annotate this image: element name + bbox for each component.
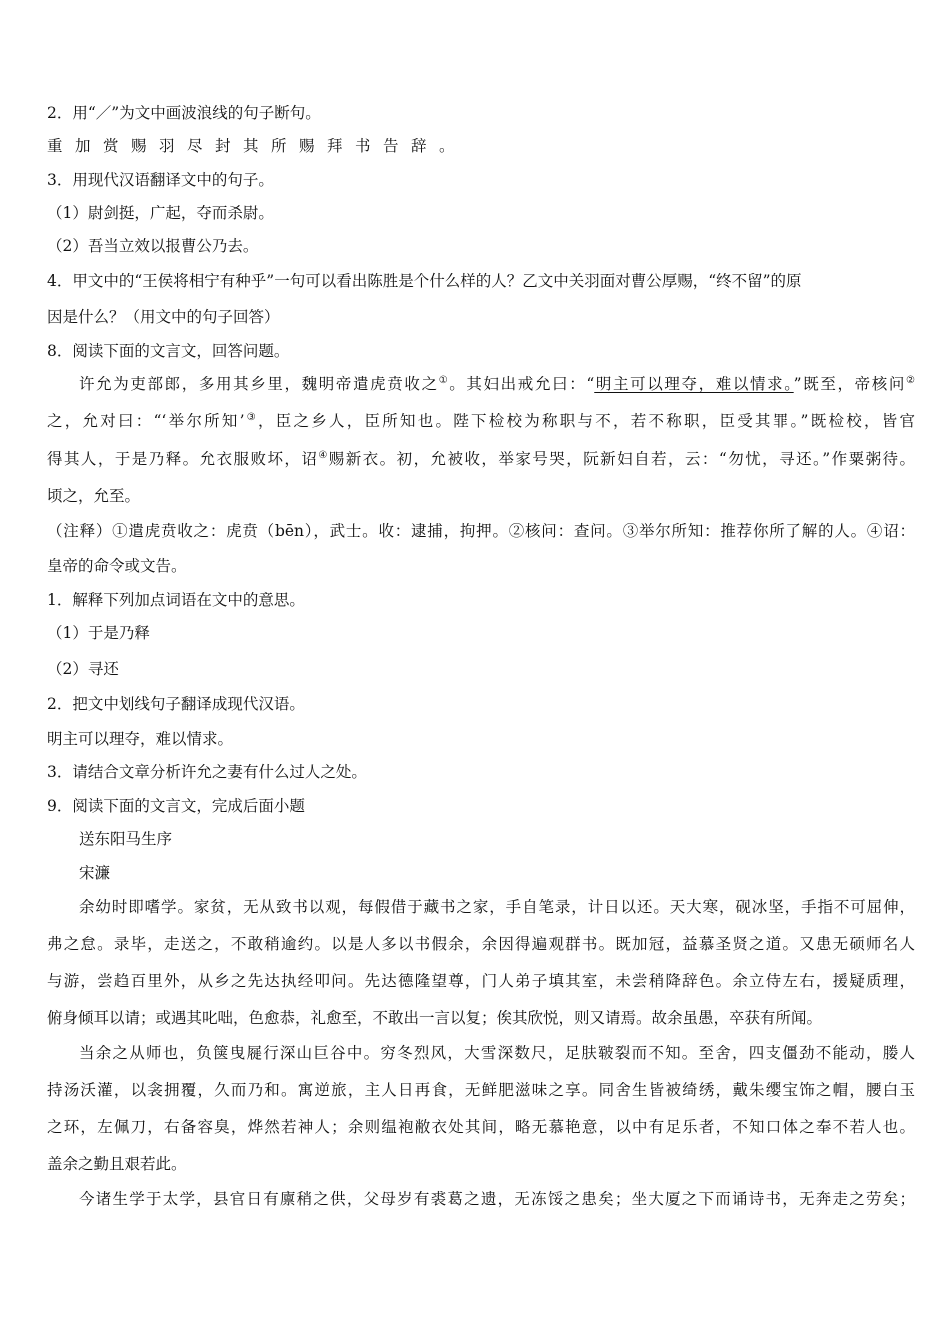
passage-8-line-1 [79,374,915,394]
question-8-2-prompt: 2．把文中划线句子翻译成现代汉语。 [47,695,305,713]
underlined-sentence: 明主可以理夺，难以情求。 [594,375,794,393]
footnote-marker: ② [906,375,915,386]
passage-title: 送东阳马生序 [79,830,173,848]
text-span: 得其人，于是乃释。允衣服败坏，诏 [47,450,319,468]
question-3-item-2: （2）吾当立效以报曹公乃去。 [47,237,259,255]
question-3-item-1: （1）尉剑挺，广起，夺而杀尉。 [47,204,274,222]
footnote-marker: ① [438,375,450,386]
passage-9-para-2-line-3: 之环，左佩刀，右备容臭，烨然若神人；余则缊袍敝衣处其间，略无慕艳意，以中有足乐者，不知口体之奉不若人也。 [47,1118,915,1136]
question-8-1-item-2: （2）寻还 [47,660,119,678]
text-span: ”既至，帝核问 [793,375,906,393]
passage-9-para-2-line-2: 持汤沃灌，以衾拥覆，久而乃和。寓逆旅，主人日再食，无鲜肥滋味之享。同舍生皆被绮绣，戴朱缨宝饰之帽，腰白玉 [47,1081,915,1099]
question-8-3-prompt: 3．请结合文章分析许允之妻有什么过人之处。 [47,763,367,781]
footnote-marker: ④ [318,450,329,461]
text-span: ，臣之乡人，臣所知也。陛下检校为称职与不，若不称职，臣受其罪。”既检校，皆官 [258,412,915,430]
footnote-marker: ③ [244,412,259,423]
question-8-1-item-1: （1）于是乃释 [47,624,150,642]
annotation-line-1: （注释）①遣虎贲收之：虎贲（bēn），武士。收：逮捕，拘押。②核问：查问。③举尔所知：推荐你所了解的人。④诏： [47,522,915,540]
question-8-1-prompt: 1．解释下列加点词语在文中的意思。 [47,591,305,609]
passage-author: 宋濂 [79,864,111,882]
question-2-prompt: 2．用“／”为文中画波浪线的句子断句。 [47,104,321,122]
section-9-heading: 9．阅读下面的文言文，完成后面小题 [47,797,305,815]
text-span: 许允为吏部郎，多用其乡里，魏明帝遣虎贲收之 [79,375,439,393]
passage-9-para-1-line-2: 弗之怠。录毕，走送之，不敢稍逾约。以是人多以书假余，余因得遍观群书。既加冠，益慕圣贤之道。又患无硕师名人 [47,935,915,953]
passage-8-line-3 [47,449,915,469]
passage-9-para-3-line-1: 今诸生学于太学，县官日有廪稍之供，父母岁有裘葛之遗，无冻馁之患矣；坐大厦之下而诵诗书，无奔走之劳矣； [79,1190,915,1208]
question-4-prompt-cont: 因是什么？（用文中的句子回答） [47,308,280,326]
text-span: 之，允对曰：“‘举尔所知’ [47,412,245,430]
text-span: 。其妇出戒允曰：“ [449,375,595,393]
question-3-prompt: 3．用现代汉语翻译文中的句子。 [47,171,274,189]
passage-9-para-2-line-4: 盖余之勤且艰若此。 [47,1155,187,1173]
question-4-prompt: 4．甲文中的“王侯将相宁有种乎”一句可以看出陈胜是个什么样的人？乙文中关羽面对曹公厚赐，“终不留”的原 [47,272,802,290]
passage-8-line-4: 顷之，允至。 [47,487,141,505]
section-8-heading: 8．阅读下面的文言文，回答问题。 [47,342,290,360]
passage-8-line-2 [47,411,915,431]
question-8-2-sentence: 明主可以理夺，难以情求。 [47,730,234,748]
annotation-line-2: 皇帝的命令或文告。 [47,557,187,575]
text-span: 赐新衣。初，允被收，举家号哭，阮新妇自若，云：“勿忧，寻还。”作粟粥待。 [328,450,915,468]
question-2-sentence: 重加赏赐羽尽封其所赐拜书告辞。 [47,137,468,155]
passage-9-para-1-line-3: 与游，尝趋百里外，从乡之先达执经叩问。先达德隆望尊，门人弟子填其室，未尝稍降辞色。余立侍左右，援疑质理， [47,972,915,990]
passage-9-para-2-line-1: 当余之从师也，负箧曳屣行深山巨谷中。穷冬烈风，大雪深数尺，足肤皲裂而不知。至舍，四支僵劲不能动，媵人 [79,1044,915,1062]
passage-9-para-1-line-4: 俯身倾耳以请；或遇其叱咄，色愈恭，礼愈至，不敢出一言以复；俟其欣悦，则又请焉。故余虽愚，卒获有所闻。 [47,1009,823,1027]
passage-9-para-1-line-1: 余幼时即嗜学。家贫，无从致书以观，每假借于藏书之家，手自笔录，计日以还。天大寒，砚冰坚，手指不可屈伸， [79,898,915,916]
